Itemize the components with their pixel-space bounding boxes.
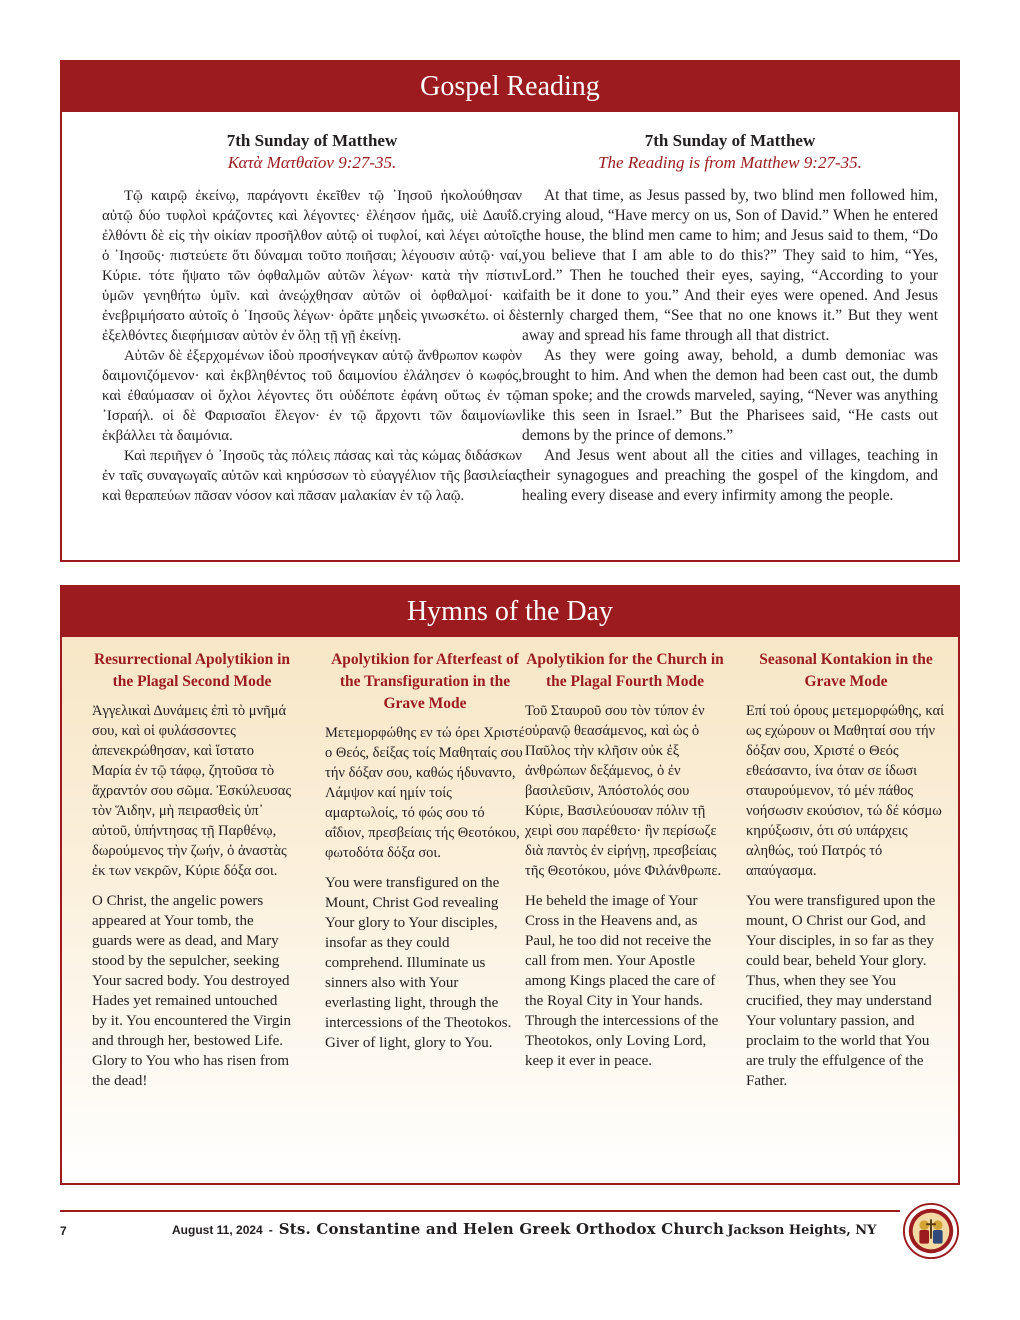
gospel-greek-subtitle: Κατὰ Ματθαῖον 9:27-35.: [227, 153, 397, 172]
gospel-greek-paragraph: Τῷ καιρῷ ἐκείνῳ, παράγοντι ἐκεῖθεν τῷ ᾿Ιησοῦ ἠκολούθησαν αὐτῷ δύο τυφλοὶ κράζοντες καὶ λέγοντες· ἐλέησον ἡμᾶς, υἱὲ Δαυΐδ. ἐλθόντι δὲ εἰς τὴν οἰκίαν προσῆλθον αὐτῷ οἱ τυφλοί, καὶ λέγει αὐτοῖς ὁ ᾿Ιησοῦς· πιστεύετε ὅτι δύναμαι τοῦτο ποιῆσαι; λέγουσιν αὐτῷ· ναί, Κύριε. τότε ἥψατο τῶν ὀφθαλμῶν αὐτῶν λέγων· κατὰ τὴν πίστιν ὑμῶν γενηθήτω ὑμῖν. καὶ ἀνεῴχθησαν αὐτῶν οἱ ὀφθαλμοί· καὶ ἐνεβριμήσατο αὐτοῖς ὁ ᾿Ιησοῦς λέγων· ὁρᾶτε μηδεὶς γινωσκέτω. οἱ δὲ ἐξελθόντες διεφήμισαν αὐτὸν ἐν ὅλῃ τῇ γῇ ἐκείνῃ.: [102, 188, 522, 344]
footer-info: [172, 1220, 876, 1238]
gospel-greek-paragraph: Καὶ περιῆγεν ὁ ᾿Ιησοῦς τὰς πόλεις πάσας καὶ τὰς κώμας διδάσκων ἐν ταῖς συναγωγαῖς αὐτῶν καὶ κηρύσσων τὸ εὐαγγέλιον τῆς βασιλείας καὶ θεραπεύων πᾶσαν νόσον καὶ πᾶσαν μαλακίαν ἐν τῷ λαῷ.: [102, 448, 522, 504]
hymn-greek-text: Επί τού όρους μετεμορφώθης, καί ως εχώρουν οι Μαθηταί σου τήν δόξαν σου, Χριστέ ο Θεός εθεάσαντο, ίνα όταν σε ίδωσι σταυρούμενον, τό μέν πάθος νοήσωσιν εκούσιον, τώ δέ κόσμω κηρύξωσιν, ότι σύ υπάρχεις αληθώς, τού Πατρός τό απαύγασμα.: [746, 703, 945, 879]
gospel-reading-section: [60, 60, 960, 562]
footer-rule: [60, 1210, 900, 1212]
footer-church-name: Sts. Constantine and Helen Greek Orthodox Church: [278, 1220, 725, 1238]
hymn-title: Seasonal Kontakion in the Grave Mode: [759, 651, 933, 690]
hymn-column-afterfeast: [325, 649, 525, 1063]
gospel-english-paragraph: And Jesus went about all the cities and villages, teaching in their synagogues and preaching the gospel of the kingdom, and healing every disease and every infirmity among the people.: [522, 447, 938, 504]
hymn-english-text: O Christ, the angelic powers appeared at Your tomb, the guards were as dead, and Mary stood by the sepulcher, seeking Your sacred body. You destroyed Hades yet remained untouched by it. You encountered the Virgin and through her, bestowed Life. Glory to You who has risen from the dead!: [92, 893, 291, 1089]
hymn-english-text: You were transfigured upon the mount, O Christ our God, and Your disciples, in so far as they could bear, beheld Your glory. Thus, when they see You crucified, they may understand Your voluntary passion, and proclaim to the world that You are truly the effulgence of the Father.: [746, 893, 936, 1089]
hymns-section-title: Hymns of the Day: [62, 587, 958, 637]
gospel-greek-paragraph: Αὐτῶν δὲ ἐξερχομένων ἰδοὺ προσήνεγκαν αὐτῷ ἄνθρωπον κωφὸν δαιμονιζόμενον· καὶ ἐκβληθέντος τοῦ δαιμονίου ἐλάλησεν ὁ κωφός, καὶ ἐθαύμασαν οἱ ὄχλοι λέγοντες ὅτι οὐδέποτε ἐφάνη οὕτως ἐν τῷ ᾿Ισραήλ. οἱ δὲ Φαρισαῖοι ἔλεγον· ἐν τῷ ἄρχοντι τῶν δαιμονίων ἐκβάλλει τὰ δαιμόνια.: [102, 348, 522, 444]
page-number: 7: [60, 1224, 67, 1238]
hymn-english-text: He beheld the image of Your Cross in the Heavens and, as Paul, he too did not receive the call from men. Your Apostle among Kings placed the care of the Royal City in Your hands. Through the intercessions of the Theotokos, only Loving Lord, keep it ever in peace.: [525, 893, 719, 1069]
hymn-title: Apolytikion for Afterfeast of the Transfiguration in the Grave Mode: [331, 651, 519, 712]
hymn-column-church: [525, 649, 725, 1081]
gospel-english-title: 7th Sunday of Matthew: [644, 131, 816, 150]
hymn-column-kontakion: [746, 649, 946, 1101]
page-footer: [60, 1210, 960, 1260]
gospel-english-subtitle: The Reading is from Matthew 9:27-35.: [598, 153, 862, 172]
footer-location: Jackson Heights, NY: [727, 1223, 877, 1238]
gospel-section-title: Gospel Reading: [62, 62, 958, 112]
gospel-english-paragraph: At that time, as Jesus passed by, two blind men followed him, crying aloud, “Have mercy on us, Son of David.” When he entered the house, the blind men came to him; and Jesus said to them, “Do you believe that I am able to do this?” They said to him, “Yes, Lord.” Then he touched their eyes, saying, “According to your faith be it done to you.” And their eyes were opened. And Jesus sternly charged them, “See that no one knows it.” But they went away and spread his fame through all that district.: [522, 187, 938, 344]
hymn-title: Resurrectional Apolytikion in the Plagal Second Mode: [93, 651, 291, 690]
hymn-title: Apolytikion for the Church in the Plagal Fourth Mode: [526, 651, 724, 690]
footer-separator: -: [268, 1223, 273, 1237]
gospel-columns: [62, 112, 958, 560]
hymns-section: [60, 585, 960, 1185]
gospel-english-column: [522, 130, 938, 506]
hymn-greek-text: Τοῦ Σταυροῦ σου τὸν τύπον ἐν οὐρανῷ θεασάμενος, καὶ ὡς ὁ Παῦλος τὴν κλῆσιν οὐκ ἐξ ἀνθρώπων δεξάμενος, ὁ ἐν βασιλεῦσιν, Ἀπόστολός σου Κύριε, Βασιλεύουσαν πόλιν τῇ χειρὶ σου παρέθετο· ἣν περίσωζε διὰ παντὸς ἐν εἰρήνῃ, πρεσβείαις τῆς Θεοτόκου, μόνε Φιλάνθρωπε.: [525, 703, 722, 879]
hymn-greek-text: Μετεμορφώθης εν τώ όρει Χριστέ ο Θεός, δείξας τοίς Μαθηταίς σου τήν δόξαν σου, καθώς ήδυναντο, Λάμψον καί ημίν τοίς αμαρτωλοίς, τό φώς σου τό αΐδιον, πρεσβείαις τής Θεοτόκου, φωτοδότα δόξα σοι.: [325, 725, 525, 861]
hymn-english-text: You were transfigured on the Mount, Christ God revealing Your glory to Your disciples, insofar as they could comprehend. Illuminate us sinners also with Your everlasting light, through the intercessions of the Theotokos. Giver of light, glory to You.: [325, 875, 512, 1051]
church-seal-icon: [902, 1202, 960, 1260]
hymns-body: [62, 637, 958, 1183]
hymn-greek-text: Ἀγγελικαὶ Δυνάμεις ἐπὶ τὸ μνῆμά σου, καὶ οἱ φυλάσσοντες ἀπενεκρώθησαν, καὶ ἵστατο Μαρία ἐν τῷ τάφῳ, ζητοῦσα τὸ ἄχραντόν σου σῶμα. Ἐσκύλευσας τὸν Ἅιδην, μὴ πειρασθεὶς ὑπ᾽ αὐτοῦ, ὑπήντησας τῇ Παρθένῳ, δωρούμενος τὴν ζωήν, ὁ ἀναστὰς ἐκ των νεκρῶν, Κύριε δόξα σοι.: [92, 703, 292, 879]
footer-date: August 11, 2024: [172, 1223, 263, 1237]
gospel-greek-title: 7th Sunday of Matthew: [226, 131, 398, 150]
gospel-english-paragraph: As they were going away, behold, a dumb demoniac was brought to him. And when the demon had been cast out, the dumb man spoke; and the crowds marveled, saying, “Never was anything like this seen in Israel.” But the Pharisees said, “He casts out demons by the prince of demons.”: [522, 347, 938, 444]
gospel-greek-column: [102, 130, 522, 506]
hymn-column-resurrectional: [92, 649, 292, 1101]
